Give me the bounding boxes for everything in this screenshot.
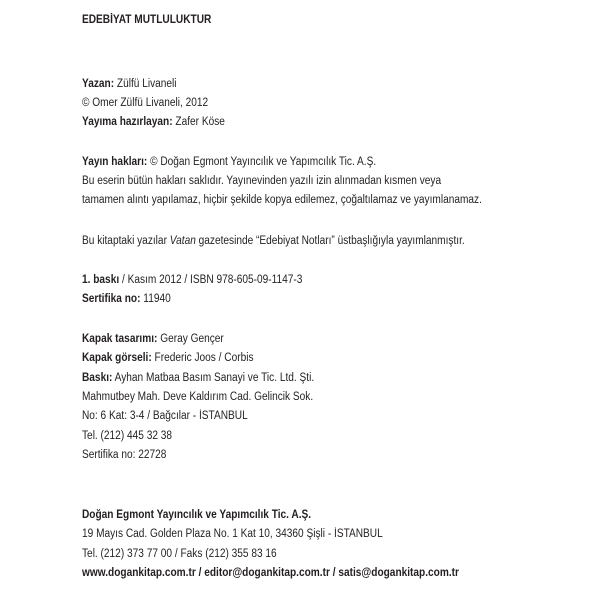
edition-details: / Kasım 2012 / ISBN 978-605-09-1147-3 — [119, 274, 303, 286]
printer-address-2: No: 6 Kat: 3-4 / Bağcılar - İSTANBUL — [82, 410, 248, 422]
source-note-before: Bu kitaptaki yazılar — [82, 235, 170, 247]
printer-name: Ayhan Matbaa Basım Sanayi ve Tic. Ltd. Şti. — [114, 372, 315, 384]
cover-design-line — [82, 332, 224, 346]
printer-cert: Sertifika no: 22728 — [82, 449, 167, 461]
cover-image-line — [82, 351, 254, 365]
editor-line — [82, 115, 225, 129]
publisher-cert-label: Sertifika no: — [82, 293, 141, 305]
rights-holder: © Doğan Egmont Yayıncılık ve Yapımcılık Tic. A.Ş. — [150, 156, 377, 168]
edition-line — [82, 273, 302, 287]
editor-name: Zafer Köse — [175, 116, 225, 128]
rights-line — [82, 155, 376, 169]
publisher-name-text: Doğan Egmont Yayıncılık ve Yapımcılık Tic. A.Ş. — [82, 509, 312, 521]
copyright-line: © Ömer Zülfü Livaneli, 2012 — [82, 97, 209, 109]
author-name: Zülfü Livaneli — [116, 78, 177, 90]
edition-label: 1. baskı — [82, 274, 120, 286]
cover-image-label: Kapak görseli: — [82, 352, 152, 364]
cover-image-credit: Frederic Joos / Corbis — [154, 352, 254, 364]
cover-design-label: Kapak tasarımı: — [82, 333, 158, 345]
printer-address-1: Mahmutbey Mah. Deve Kaldırım Cad. Gelincik Sok. — [82, 391, 314, 403]
printer-phone: Tel. (212) 445 32 38 — [82, 430, 173, 442]
publisher-web[interactable] — [82, 566, 459, 580]
rights-label: Yayın hakları: — [82, 156, 148, 168]
cover-designer: Geray Gençer — [160, 333, 224, 345]
publisher-address: 19 Mayıs Cad. Golden Plaza No. 1 Kat 10, 34360 Şişli - İSTANBUL — [82, 528, 383, 540]
author-line — [82, 77, 177, 91]
publisher-name — [82, 508, 311, 522]
print-label: Baskı: — [82, 372, 113, 384]
source-note-after: gazetesinde “Edebiyat Notları” üstbaşlığıyla yayımlanmıştır. — [195, 235, 465, 247]
author-label: Yazan: — [82, 78, 115, 90]
publisher-cert-line — [82, 292, 171, 306]
newspaper-name: Vatan — [169, 235, 196, 247]
publisher-cert-value: 11940 — [143, 293, 171, 305]
publisher-web-links[interactable]: www.dogankitap.com.tr / editor@dogankitap.com.tr / satis@dogankitap.com.tr — [82, 567, 459, 579]
rights-notice-2: tamamen alıntı yapılamaz, hiçbir şekilde kopya edilemez, çoğaltılamaz ve yayımlanamaz. — [82, 194, 482, 206]
book-title: EDEBİYAT MUTLULUKTUR — [82, 14, 212, 26]
print-line — [82, 371, 314, 385]
publisher-phone-fax: Tel. (212) 373 77 00 / Faks (212) 355 83 16 — [82, 548, 277, 560]
editor-label: Yayıma hazırlayan: — [82, 116, 173, 128]
rights-notice-1: Bu eserin bütün hakları saklıdır. Yayınevinden yazılı izin alınmadan kısmen veya — [82, 175, 442, 187]
source-note — [82, 234, 465, 248]
